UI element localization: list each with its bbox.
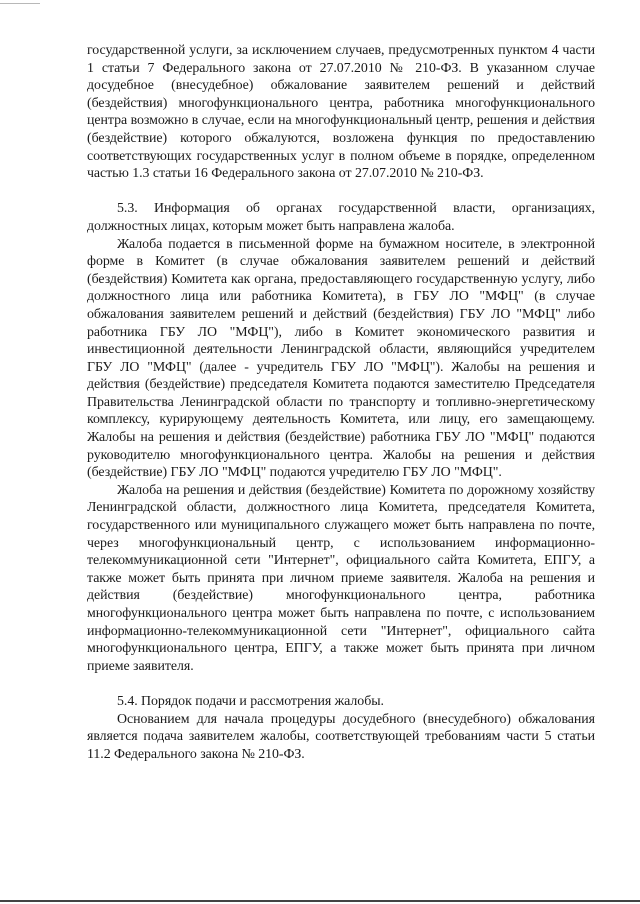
- paragraph-complaint-channels: Жалоба на решения и действия (бездействие) Комитета по дорожному хозяйству Ленинградской области, должностного лица Комитета, председателя Комитета, государственного или муниципального служащего может быть направлена по почте, через многофункциональный центр, с использованием информационно-телекоммуникационной сети "Интернет", официального сайта Комитета, ЕПГУ, а также может быть принята при личном приеме заявителя. Жалоба на решения и действия (бездействие) многофункционального центра, работника многофункционального центра может быть направлена по почте, с использованием информационно-телекоммуникационной сети "Интернет", официального сайта многофункционального центра, ЕПГУ, а также может быть принята при личном приеме заявителя.: [87, 482, 595, 674]
- paragraph-procedure-basis: Основанием для начала процедуры досудебного (внесудебного) обжалования является подача заявителем жалобы, соответствующей требованиям части 5 статьи 11.2 Федерального закона № 210-ФЗ.: [87, 711, 595, 762]
- scan-corner-mark: [0, 3, 40, 4]
- section-heading-5-4: 5.4. Порядок подачи и рассмотрения жалобы.: [117, 693, 384, 709]
- section-heading-5-3: 5.3. Информация об органах государственной власти, организациях, должностных лицах, которым может быть направлена жалоба.: [87, 201, 595, 234]
- paragraph-complaint-submission: Жалоба подается в письменной форме на бумажном носителе, в электронной форме в Комитет (в случае обжалования заявителем решений и действий (бездействия) Комитета как органа, предоставляющего государственную услугу, либо должностного лица или работника Комитета), в ГБУ ЛО "МФЦ" (в случае обжалования заявителем решений и действий (бездействия) ГБУ ЛО "МФЦ" либо работника ГБУ ЛО "МФЦ"), либо в Комитет экономического развития и инвестиционной деятельности Ленинградской области, являющийся учредителем ГБУ ЛО "МФЦ" (далее - учредитель ГБУ ЛО "МФЦ"). Жалобы на решения и действия (бездействие) председателя Комитета подаются заместителю Председателя Правительства Ленинградской области по транспорту и топливно-энергетическому комплексу, курирующему деятельность Комитета, или лицу, его замещающему. Жалобы на решения и действия (бездействие) работника ГБУ ЛО "МФЦ" подаются руководителю многофункционального центра. Жалобы на решения и действия (бездействие) ГБУ ЛО "МФЦ" подаются учредителю ГБУ ЛО "МФЦ".: [87, 236, 595, 481]
- paragraph-continuation: государственной услуги, за исключением случаев, предусмотренных пунктом 4 части 1 статьи 7 Федерального закона от 27.07.2010 № 210-ФЗ. В указанном случае досудебное (внесудебное) обжалование заявителем решений и действий (бездействия) многофункционального центра, работника многофункционального центра возможно в случае, если на многофункциональный центр, решения и действия (бездействие) которого обжалуются, возложена функция по предоставлению соответствующих государственных услуг в полном объеме в порядке, определенном частью 1.3 статьи 16 Федерального закона от 27.07.2010 № 210-ФЗ.: [87, 43, 595, 182]
- document-page: [87, 42, 595, 763]
- scan-bottom-edge: [0, 900, 640, 902]
